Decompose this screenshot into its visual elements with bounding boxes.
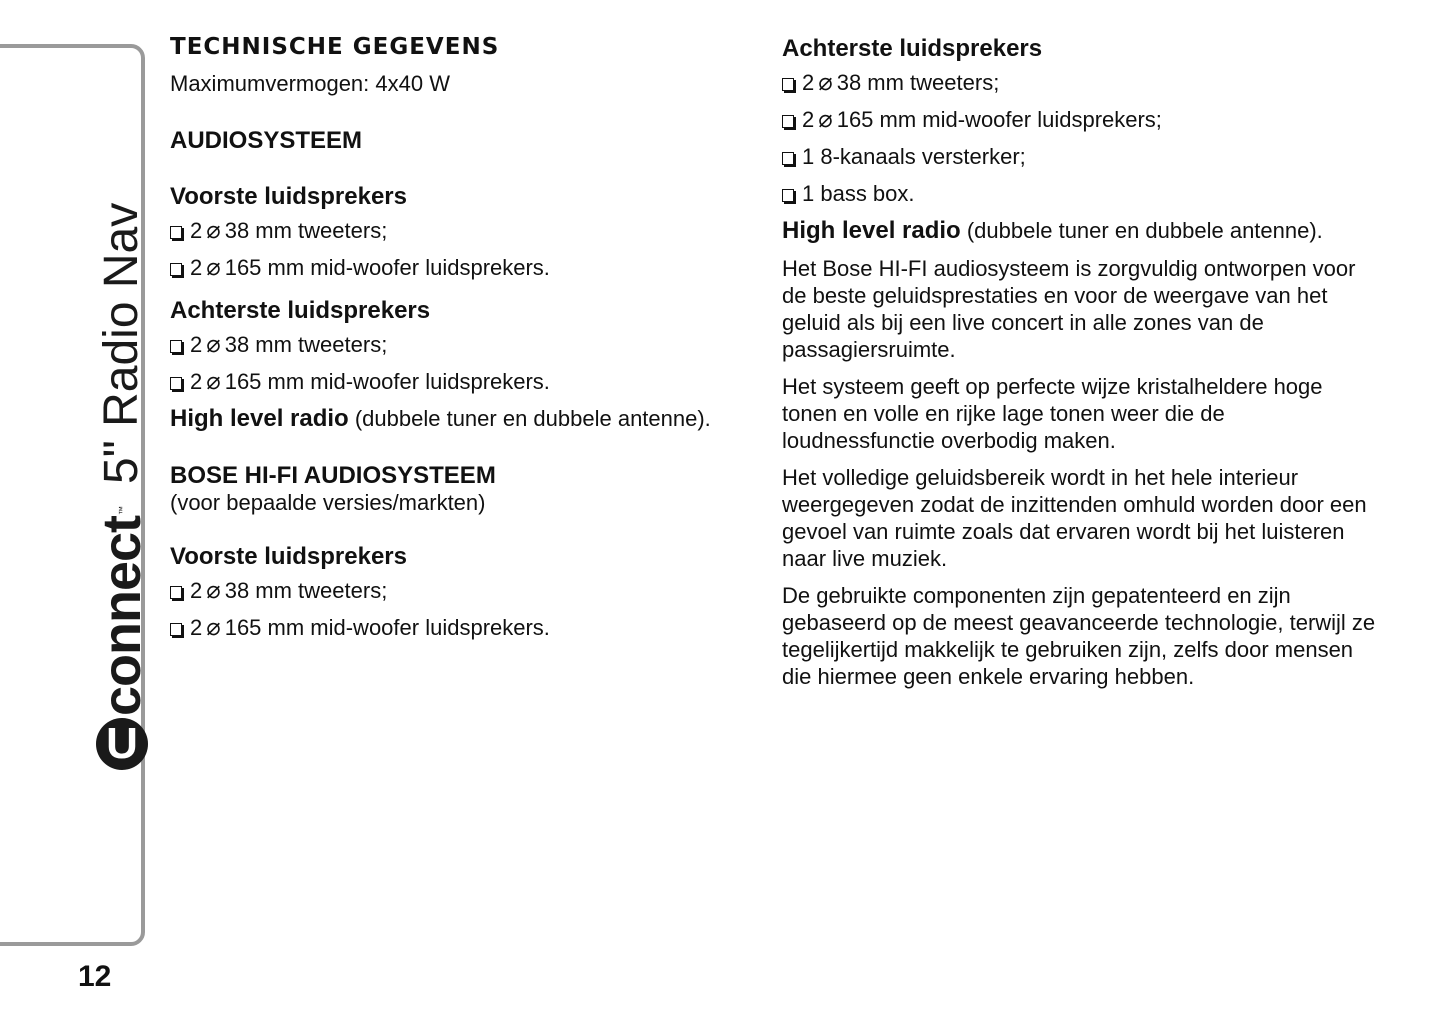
list-item: 2 ⌀ 165 mm mid-woofer luidsprekers.	[170, 249, 730, 286]
left-column	[170, 30, 730, 646]
list-item: 2 ⌀ 38 mm tweeters;	[170, 212, 730, 249]
list-item: 2 ⌀ 165 mm mid-woofer luidsprekers.	[170, 363, 730, 400]
sidebar-title-text: 5" Radio Nav	[95, 202, 148, 484]
checkbox-bullet-icon	[782, 189, 794, 202]
list-item: 1 8-kanaals versterker;	[782, 138, 1382, 175]
heading-bose-system: BOSE HI-FI AUDIOSYSTEEM	[170, 462, 496, 489]
list-item: 2 ⌀ 165 mm mid-woofer luidsprekers.	[170, 609, 730, 646]
checkbox-bullet-icon	[782, 78, 794, 91]
checkbox-bullet-icon	[170, 340, 182, 353]
page-number: 12	[78, 960, 112, 993]
heading-bose-front-speakers: Voorste luidsprekers	[170, 543, 407, 570]
paragraph: Het Bose HI-FI audiosysteem is zorgvuldig ontworpen voor de beste geluidsprestaties en voor de weergave van het geluid als bij een live concert in alle zones van de passagiersruimte.	[782, 256, 1356, 362]
right-column	[782, 30, 1382, 700]
diameter-icon: ⌀	[206, 331, 221, 358]
checkbox-bullet-icon	[170, 226, 182, 239]
checkbox-bullet-icon	[170, 623, 182, 636]
checkbox-bullet-icon	[170, 263, 182, 276]
checkbox-bullet-icon	[170, 377, 182, 390]
bose-subtitle: (voor bepaalde versies/markten)	[170, 490, 486, 515]
heading-rear-speakers-bose: Achterste luidsprekers	[782, 35, 1043, 62]
diameter-icon: ⌀	[206, 217, 221, 244]
diameter-icon: ⌀	[206, 254, 221, 281]
max-power: Maximumvermogen: 4x40 W	[170, 71, 450, 96]
high-level-radio: High level radio (dubbele tuner en dubbele antenne).	[170, 405, 711, 432]
trademark-mark: ™	[117, 505, 127, 515]
heading-front-speakers: Voorste luidsprekers	[170, 183, 407, 210]
uconnect-logo-word: connect	[92, 515, 152, 716]
checkbox-bullet-icon	[170, 586, 182, 599]
list-item: 2 ⌀ 38 mm tweeters;	[170, 326, 730, 363]
diameter-icon: ⌀	[818, 106, 833, 133]
paragraph: Het volledige geluidsbereik wordt in het hele interieur weergegeven zodat de inzittenden omhuld worden door een gevoel van ruimte zoals dat ervaren wordt bij het luisteren naar live muziek.	[782, 465, 1367, 571]
sidebar-title	[92, 202, 152, 770]
diameter-icon: ⌀	[206, 368, 221, 395]
heading-rear-speakers: Achterste luidsprekers	[170, 297, 431, 324]
section-heading-technical: TECHNISCHE GEGEVENS	[170, 34, 500, 60]
diameter-icon: ⌀	[206, 614, 221, 641]
paragraph: Het systeem geeft op perfecte wijze kristalheldere hoge tonen en volle en rijke lage tonen weer die de loudnessfunctie overbodig maken.	[782, 374, 1323, 453]
list-item: 2 ⌀ 38 mm tweeters;	[170, 572, 730, 609]
diameter-icon: ⌀	[818, 69, 833, 96]
high-level-radio-bose: High level radio (dubbele tuner en dubbele antenne).	[782, 217, 1323, 244]
list-item: 1 bass box.	[782, 175, 1382, 212]
checkbox-bullet-icon	[782, 152, 794, 165]
list-item: 2 ⌀ 165 mm mid-woofer luidsprekers;	[782, 101, 1382, 138]
diameter-icon: ⌀	[206, 577, 221, 604]
uconnect-logo-icon: U	[96, 718, 148, 770]
list-item: 2 ⌀ 38 mm tweeters;	[782, 64, 1382, 101]
checkbox-bullet-icon	[782, 115, 794, 128]
paragraph: De gebruikte componenten zijn gepatenteerd en zijn gebaseerd op de meest geavanceerde technologie, terwijl ze tegelijkertijd makkelijk te gebruiken zijn, zelfs door mensen die hiermee geen enkele ervaring hebben.	[782, 583, 1376, 689]
heading-audio-system: AUDIOSYSTEEM	[170, 127, 363, 154]
